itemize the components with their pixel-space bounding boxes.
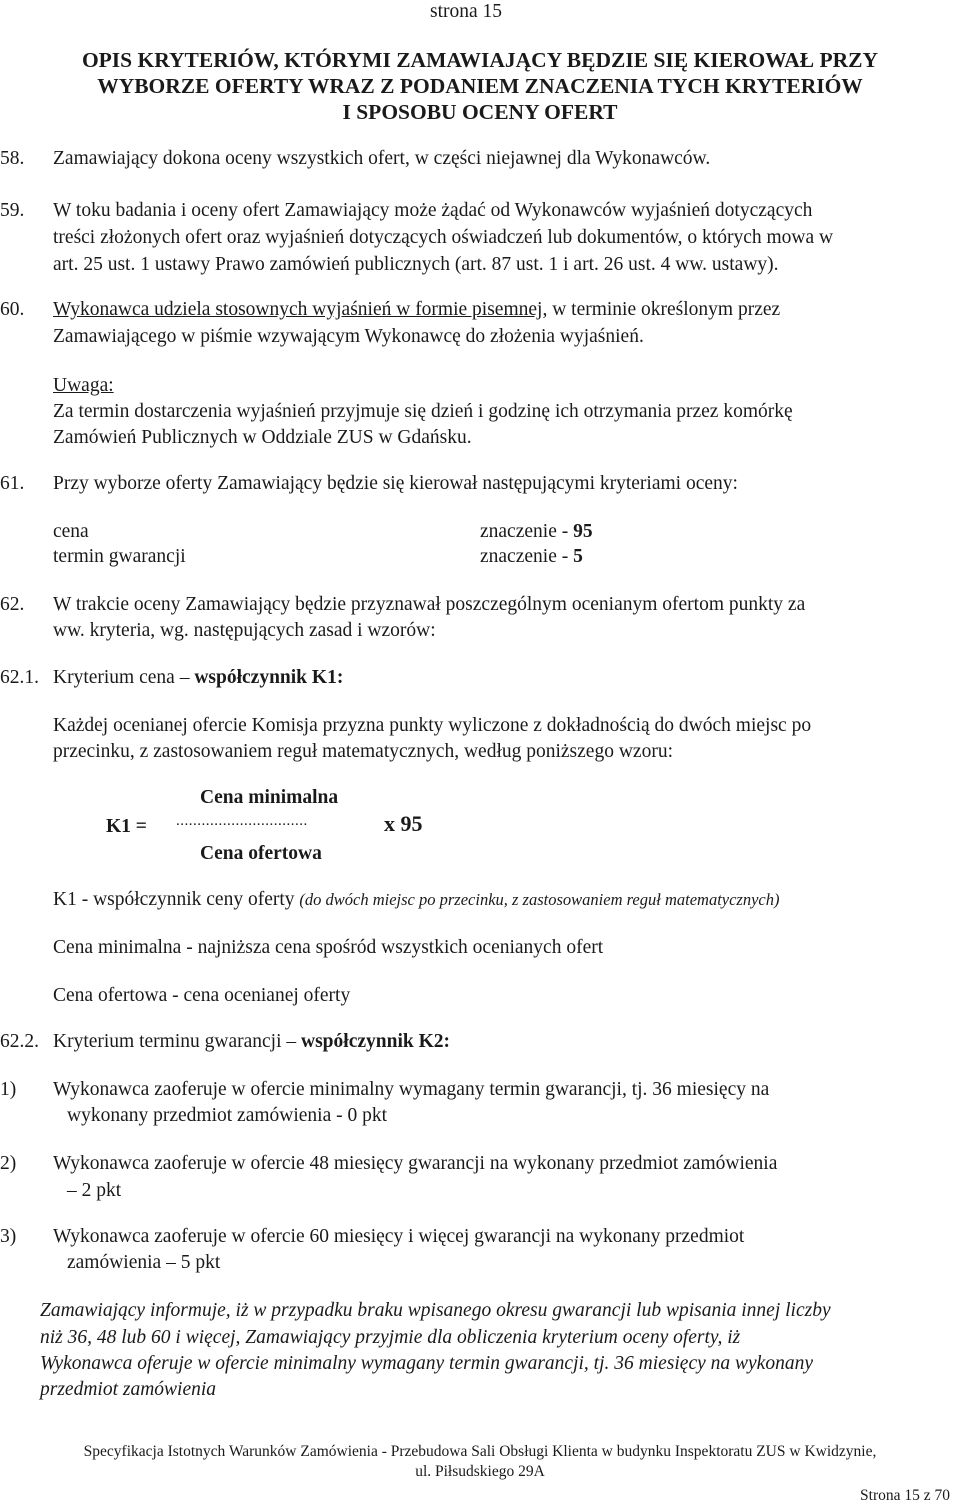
- list-item-number: 1): [0, 1079, 17, 1100]
- formula-denominator: Cena ofertowa: [200, 843, 322, 864]
- definition-k1-note: (do dwóch miejsc po przecinku, z zastosowaniem reguł matematycznych): [299, 890, 780, 909]
- paragraph-number: 58.: [0, 148, 25, 169]
- subsection-heading: [53, 1028, 450, 1055]
- subsection-heading-text: Kryterium cena –: [53, 667, 195, 688]
- subsection-number: 62.1.: [0, 667, 39, 688]
- notice-line: Zamawiający informuje, iż w przypadku braku wpisanego okresu gwarancji lub wpisania innej liczby: [40, 1300, 831, 1321]
- criterion-weight-label: znaczenie -: [480, 521, 574, 542]
- list-item-line: wykonany przedmiot zamówienia - 0 pkt: [67, 1105, 388, 1126]
- paragraph-number: 62.: [0, 594, 25, 615]
- notice-line: przedmiot zamówienia: [40, 1379, 217, 1400]
- list-item-line: zamówienia – 5 pkt: [67, 1252, 221, 1273]
- section-title-line-3: I SPOSOBU OCENY OFERT: [342, 100, 618, 124]
- paragraph-line: przecinku, z zastosowaniem reguł matematycznych, według poniższego wzoru:: [53, 741, 673, 762]
- list-item-number: 3): [0, 1226, 17, 1247]
- definition-k1-text: K1 - współczynnik ceny oferty: [53, 889, 300, 910]
- criterion-weight: [480, 543, 583, 570]
- footer-line: Specyfikacja Istotnych Warunków Zamówienia - Przebudowa Sali Obsługi Klienta w budynku Inspektoratu ZUS w Kwidzynie,: [83, 1443, 877, 1460]
- criterion-name: cena: [53, 521, 89, 542]
- section-title-line-1: OPIS KRYTERIÓW, KTÓRYMI ZAMAWIAJĄCY BĘDZIE SIĘ KIEROWAŁ PRZY: [81, 48, 879, 72]
- list-item-number: 2): [0, 1153, 17, 1174]
- footer-line: ul. Piłsudskiego 29A: [415, 1463, 545, 1480]
- paragraph-line: treści złożonych ofert oraz wyjaśnień dotyczących oświadczeń lub dokumentów, o których mowa w: [53, 227, 834, 248]
- formula-multiplier: x 95: [384, 811, 423, 836]
- subsection-heading-bold: współczynnik K1:: [194, 667, 344, 688]
- formula-fraction-line: ...............................: [176, 813, 308, 829]
- paragraph-number: 59.: [0, 200, 25, 221]
- subsection-heading: [53, 664, 343, 691]
- criterion-name: termin gwarancji: [53, 546, 186, 567]
- underlined-text: Wykonawca udziela stosownych wyjaśnień w formie pisemnej,: [53, 299, 548, 320]
- section-title-line-2: WYBORZE OFERTY WRAZ Z PODANIEM ZNACZENIA TYCH KRYTERIÓW: [97, 74, 863, 98]
- paragraph-line: [53, 296, 780, 323]
- page-label: strona 15: [430, 1, 503, 22]
- definition-offer-price: Cena ofertowa - cena ocenianej oferty: [53, 985, 351, 1006]
- note-label: Uwaga:: [53, 375, 114, 396]
- definition-k1: [53, 886, 780, 913]
- paragraph-number: 60.: [0, 299, 25, 320]
- paragraph-line-rest: w terminie określonym przez: [547, 299, 781, 320]
- list-item-line: – 2 pkt: [67, 1180, 122, 1201]
- paragraph-line: art. 25 ust. 1 ustawy Prawo zamówień publicznych (art. 87 ust. 1 i art. 26 ust. 4 ww. ustawy).: [53, 254, 779, 275]
- paragraph-number: 61.: [0, 473, 25, 494]
- paragraph-text: Przy wyborze oferty Zamawiający będzie się kierował następującymi kryteriami oceny:: [53, 473, 738, 494]
- paragraph-line: ww. kryteria, wg. następujących zasad i wzorów:: [53, 620, 436, 641]
- formula-numerator: Cena minimalna: [200, 787, 339, 808]
- notice-line: niż 36, 48 lub 60 i więcej, Zamawiający przyjmie dla obliczenia kryterium oceny oferty, iż: [40, 1327, 741, 1348]
- footer-page-number: Strona 15 z 70: [860, 1487, 950, 1504]
- criterion-weight-label: znaczenie -: [480, 546, 574, 567]
- definition-min-price: Cena minimalna - najniższa cena spośród wszystkich ocenianych ofert: [53, 937, 604, 958]
- paragraph-text: Zamawiający dokona oceny wszystkich ofert, w części niejawnej dla Wykonawców.: [53, 148, 711, 169]
- criterion-weight-value: 5: [573, 546, 583, 567]
- notice-line: Wykonawca oferuje w ofercie minimalny wymagany termin gwarancji, tj. 36 miesięcy na wykonany: [40, 1353, 813, 1374]
- paragraph-line: W toku badania i oceny ofert Zamawiający może żądać od Wykonawców wyjaśnień dotyczących: [53, 200, 813, 221]
- subsection-heading-bold: współczynnik K2:: [301, 1031, 450, 1052]
- subsection-heading-text: Kryterium terminu gwarancji –: [53, 1031, 302, 1052]
- note-line: Za termin dostarczenia wyjaśnień przyjmuje się dzień i godzinę ich otrzymania przez komórkę: [53, 401, 793, 422]
- list-item-line: Wykonawca zaoferuje w ofercie 60 miesięcy i więcej gwarancji na wykonany przedmiot: [53, 1226, 745, 1247]
- formula-lhs: K1 =: [106, 816, 147, 837]
- paragraph-line: Zamawiającego w piśmie wzywającym Wykonawcę do złożenia wyjaśnień.: [53, 326, 644, 347]
- subsection-number: 62.2.: [0, 1031, 39, 1052]
- paragraph-line: Każdej ocenianej ofercie Komisja przyzna punkty wyliczone z dokładnością do dwóch miejsc po: [53, 715, 812, 736]
- criterion-weight-value: 95: [573, 521, 593, 542]
- criterion-weight: [480, 518, 593, 545]
- list-item-line: Wykonawca zaoferuje w ofercie minimalny wymagany termin gwarancji, tj. 36 miesięcy na: [53, 1079, 770, 1100]
- list-item-line: Wykonawca zaoferuje w ofercie 48 miesięcy gwarancji na wykonany przedmiot zamówienia: [53, 1153, 778, 1174]
- paragraph-line: W trakcie oceny Zamawiający będzie przyznawał poszczególnym ocenianym ofertom punkty za: [53, 594, 806, 615]
- note-line: Zamówień Publicznych w Oddziale ZUS w Gdańsku.: [53, 427, 472, 448]
